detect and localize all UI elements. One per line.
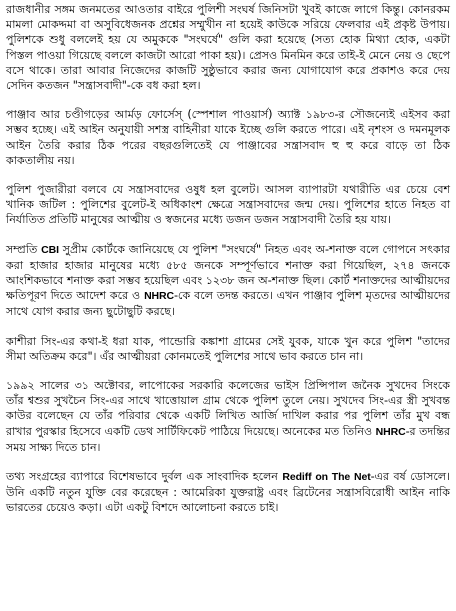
paragraph-text: -এর বর্ষ ডোসলে। উনি একটি নতুন যুক্তি বের করেছেন : আমেরিকা যুক্তরাষ্ট্র এবং ব্রিটেনের সন্ত্রাসবিরোধী আইন নাকি ভারতের চেয়েও কড়া। এটা একটু বিশদে আলোচনা করতে চাই। [6,470,451,515]
paragraph-kashira-singh [6,334,450,364]
publication-name: Rediff on The Net [282,471,371,484]
paragraph-journalist [6,469,450,516]
nhrc-acronym: NHRC [375,425,406,438]
cbi-acronym: CBI [41,243,59,256]
nhrc-acronym: NHRC [144,290,174,303]
paragraph-cbi-report [6,242,450,320]
paragraph-text: পাঞ্জাব আর চণ্ডীগড়ের আর্মড় ফোর্সেস্ (স্পেশাল পাওয়ার্স) অ্যাক্ট ১৯৮৩-র সৌজন্যেই এইসব করা সম্ভব হচ্ছে। এই আইন অনুযায়ী সশস্ত্র বাহিনীরা যাকে ইচ্ছে গুলি করতে পারে। এই নৃশংস ও দমনমূলক আইন তৈরি করার ঠিক পরের বছরগুলিতেই যে পাঞ্জাবের সন্ত্রাসবাদ হু হু করে বাড়ে তা ঠিক কাকতালীয় নয়। [6,108,450,167]
paragraph-text: রাজধানীর সঙ্গম জনমতের আওতার বাইরে পুলিশী সংঘর্ষ জিনিসটা খুবই কাজে লাগে কিন্তু। কোনরকম মামলা মোকদ্দমা বা অসুবিধেজনক প্রশ্নের সম্মুখীন না হয়েই কাউকে সরিয়ে ফেলবার এই প্রকৃষ্ট উপায়। পুলিশকে শুধু বললেই হয় যে অমুককে "সংঘর্ষে" গুলি করা হয়েছে (সত্য হোক মিথ্যা হোক, একটা পিস্তল পাওয়া গিয়েছে বললে কাজটা আরো পাকা হয়)। প্রেসও মিনমিন করে তাই-ই মেনে নেয় ও ছেপে বসে থাকে। তারা আবার নিজেদের কাজটি সুষ্ঠুভাবে করার জন্য যোগাযোগ করে প্রকাশও করে দেয় সেদিন কতজন "সন্ত্রাসবাদী"-কে বধ করা হল। [6,3,450,93]
paragraph-police-encounters [6,2,450,93]
paragraph-text: কাশীরা সিং-এর কথা-ই ধরা যাক, পান্ডোরি কঙ্কাশা গ্রামের সেই যুবক, যাকে খুন করে পুলিশ "তাদের সীমা অতিক্রম করে"। এঁর আত্মীয়রা কোনমতেই পুলিশের সাথে ভাব করতে চান না। [6,334,450,363]
paragraph-text: সুপ্রীম কোর্টকে জানিয়েছে যে পুলিশ "সংঘর্ষে" নিহত এবং অ-শনাক্ত বলে গোপনে সৎকার করা হাজার হাজার মানুষের মধ্যে ৫৮৫ জনকে সম্পূর্ণভাবে শনাক্ত করা গিয়েছিল, ২৭৪ জনকে আংশিকভাবে শনাক্ত করা সম্ভব হয়েছিল এবং ১২৩৮ জন অ-শনাক্ত ছিল। কোর্ট শনাক্তদের আত্মীয়দের ক্ষতিপূরণ দিতে আদেশ করে ও [6,242,450,303]
paragraph-armed-forces-act [6,107,450,168]
paragraph-sukhdev-singh [6,378,450,455]
paragraph-text: -কে বলে তদন্ত করতে। এখন পাঞ্জাব পুলিশ মৃতদের আত্মীয়দের সাথে যোগ করার জন্য ছুটোছুটি করছে। [6,289,450,319]
paragraph-text: সম্প্রতি [6,242,42,256]
paragraph-text: তথ্য সংগ্রহের ব্যাপারে বিশেষভাবে দুর্বল এক সাংবাদিক হলেন [6,470,283,484]
paragraph-police-bullets [6,182,450,228]
paragraph-text: ১৯৯২ সালের ৩১ অক্টোবর, লাপোকের সরকারি কলেজের ভাইস প্রিন্সিপাল জনৈক সুখদেব সিংকে তাঁর শ্বশুর সুখচৈন সিং-এর সাথে খাত্তোয়াল গ্রাম থেকে পুলিশ তুলে নেয়। সুখদেব সিং-এর স্ত্রী সুখবন্ত কাউর বলেছেন যে তাঁর পরিবার থেকে একটি লিখিত আর্জি দাখিল করার পর পুলিশ তাঁর মুখ বন্ধ রাখার পুরস্কার হিসেবে একটি ডেথ সার্টিফিকেট পাঠিয়ে দিয়েছে। অনেকের মত তিনিও [6,379,450,438]
paragraph-text: পুলিশ পুজারীরা বলবে যে সন্ত্রাসবাদের ওষুধ হল বুলেট। আসল ব্যাপারটা যথারীতি এর চেয়ে বেশ খানিক জটিল : পুলিশের বুলেট-ই অধিকাংশ ক্ষেত্রে সন্ত্রাসবাদের জন্ম দেয়। পুলিশের হাতে নিহত বা নির্যাতিত প্রতিটি মানুষের আত্মীয় ও স্বজনের মধ্যে ডজন ডজন সন্ত্রাসবাদী তৈরি হয় যায়। [6,183,450,227]
paragraph-text: -র তদন্তির সময় সাক্ষ্য দিতে চান। [6,424,450,454]
